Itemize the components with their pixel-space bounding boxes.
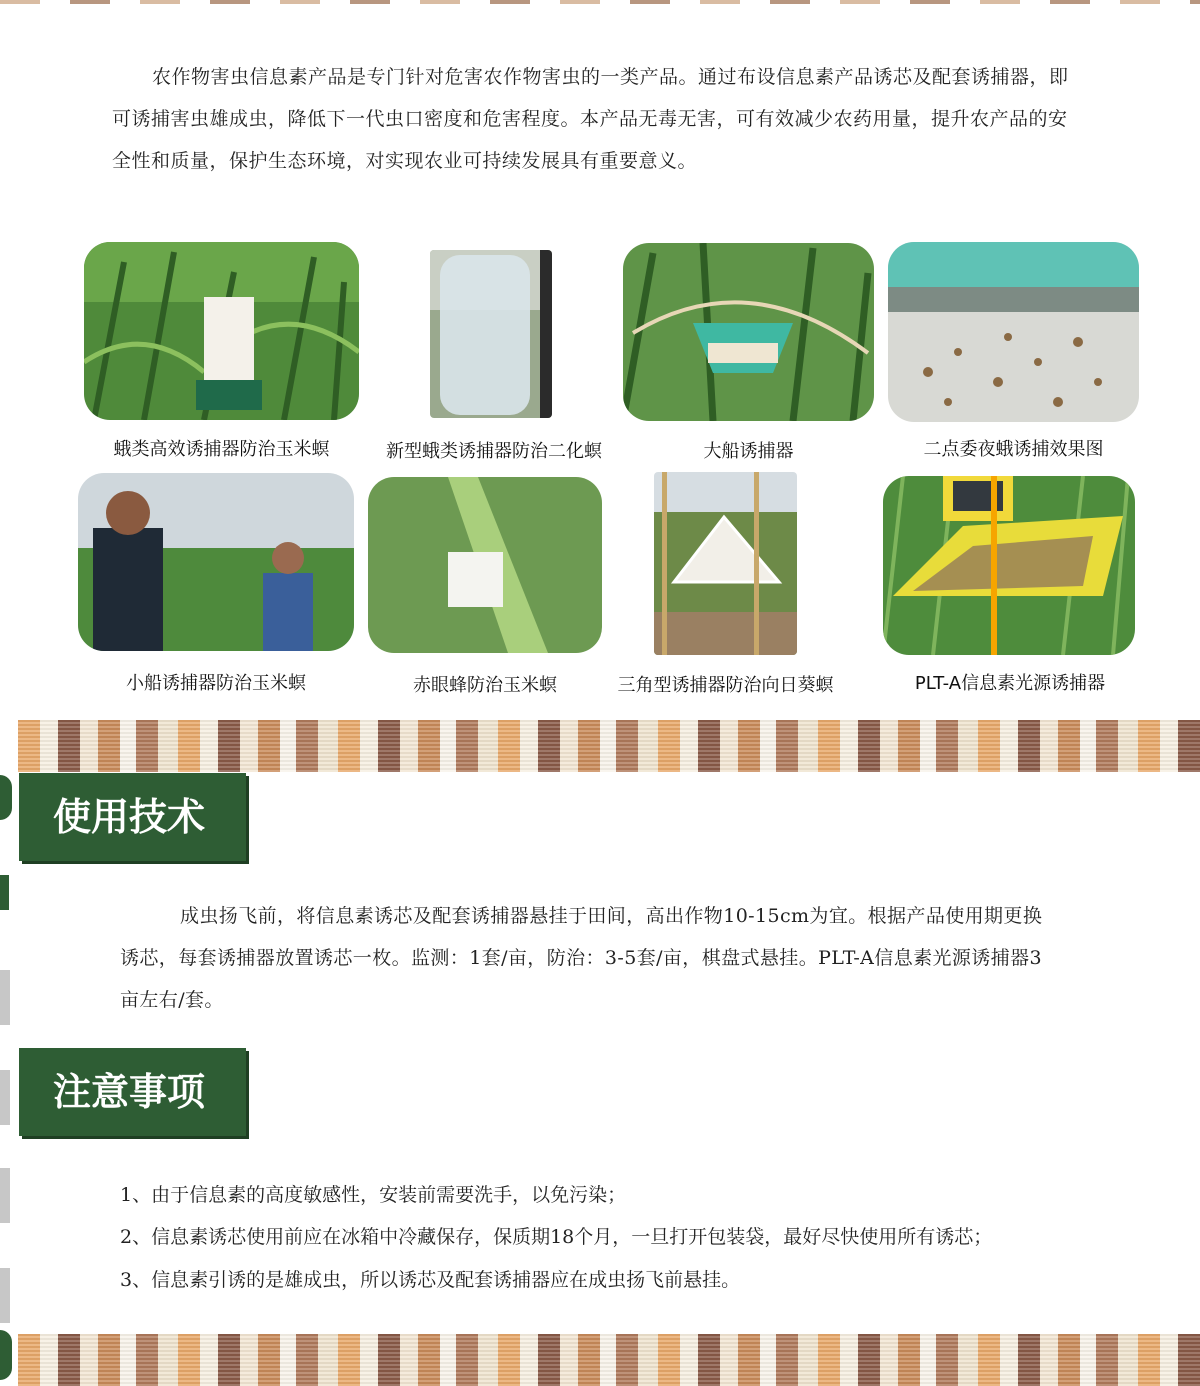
gray-tab-3 [0,1168,10,1223]
top-grain-strip [0,0,1200,4]
note-item-3: 3、信息素引诱的是雄成虫，所以诱芯及配套诱捕器应在成虫扬飞前悬挂。 [120,1269,741,1291]
gray-tab-2 [0,1070,10,1125]
photo-new-trap [430,250,552,418]
photo-moth-result [888,242,1139,422]
caption-5: 小船诱捕器防治玉米螟 [126,673,306,694]
caption-4: 二点委夜蛾诱捕效果图 [923,439,1104,460]
usage-paragraph: 成虫扬飞前，将信息素诱芯及配套诱捕器悬挂于田间，高出作物10-15cm为宜。根据产品使用期更换诱芯，每套诱捕器放置诱芯一枚。监测：1套/亩，防治：3-5套/亩，棋盘式悬挂。PLT-A信息素光源诱捕器3亩左右/套。 [120,905,1043,1011]
section-heading-usage: 使用技术 [19,773,246,861]
photo-big-boat-trap [623,243,874,421]
photo-triangle-trap [654,472,797,655]
leaf-decoration [0,775,12,820]
caption-1: 蛾类高效诱捕器防治玉米螟 [113,439,330,460]
photo-small-boat-trap [78,473,354,651]
caption-8: PLT-A信息素光源诱捕器 [914,673,1106,694]
caption-6: 赤眼蜂防治玉米螟 [413,675,557,696]
grain-band-top [18,720,1200,772]
gray-tab-1 [0,970,10,1025]
section-heading-notes: 注意事项 [19,1048,246,1136]
leaf-decoration-bottom [0,1330,12,1380]
note-item-2: 2、信息素诱芯使用前应在冰箱中冷藏保存，保质期18个月，一旦打开包装袋，最好尽快使用所有诱芯； [120,1226,993,1248]
green-tab [0,875,9,910]
note-item-1: 1、由于信息素的高度敏感性，安装前需要洗手，以免污染； [120,1184,627,1206]
photo-plt-a-trap [883,476,1135,655]
photo-trichogramma [368,477,602,653]
intro-paragraph: 农作物害虫信息素产品是专门针对危害农作物害虫的一类产品。通过布设信息素产品诱芯及配套诱捕器，即可诱捕害虫雄成虫，降低下一代虫口密度和危害程度。本产品无毒无害，可有效减少农药用量，提升农产品的安全性和质量，保护生态环境，对实现农业可持续发展具有重要意义。 [112,66,1069,172]
caption-7: 三角型诱捕器防治向日葵螟 [617,675,834,696]
caption-3: 大船诱捕器 [703,441,794,462]
photo-corn-trap [84,242,359,420]
caption-2: 新型蛾类诱捕器防治二化螟 [386,441,602,462]
grain-band-bottom [18,1334,1200,1386]
gray-tab-4 [0,1268,10,1323]
